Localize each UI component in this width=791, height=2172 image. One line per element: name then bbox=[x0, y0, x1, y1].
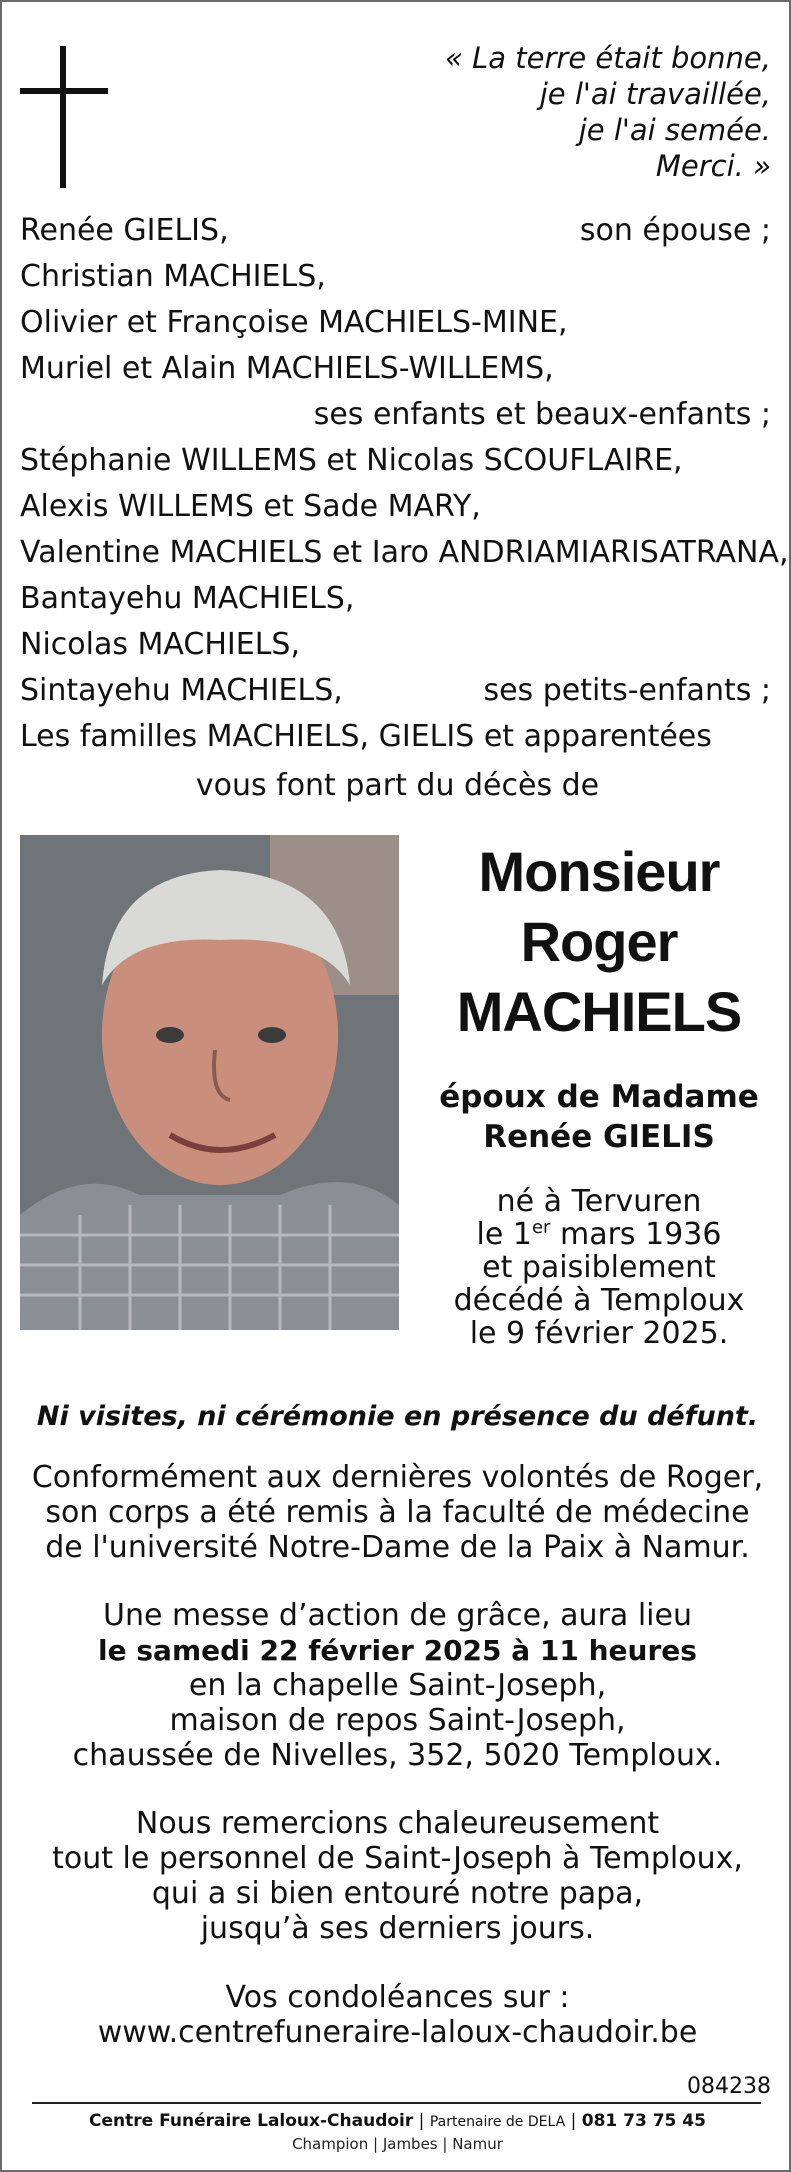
epigraph-quote: « La terre était bonne, je l'ai travaillée, je l'ai semée. Merci. » bbox=[445, 41, 771, 183]
mass-date: le samedi 22 février 2025 à 11 heures bbox=[98, 1634, 697, 1667]
thanks-text: Nous remercions chaleureusement tout le personnel de Saint-Joseph à Temploux, qui a si bien entouré notre papa, jusqu’à ses derniers jours. bbox=[52, 1806, 743, 1946]
deceased-block bbox=[423, 837, 775, 1350]
birth-date: le 1er mars 1936 bbox=[476, 1217, 722, 1252]
family-row: Nicolas MACHIELS, bbox=[20, 627, 300, 662]
partner-label: Partenaire de DELA bbox=[429, 2114, 566, 2130]
family-row: ses enfants et beaux-enfants ; bbox=[313, 397, 771, 432]
portrait-photo bbox=[20, 835, 399, 1330]
family-row: Stéphanie WILLEMS et Nicolas SCOUFLAIRE, bbox=[20, 443, 683, 478]
condolences: Vos condoléances sur : www.centrefuneraire-laloux-chaudoir.be bbox=[2, 1980, 791, 2050]
family-row: Christian MACHIELS, bbox=[20, 259, 326, 294]
family-row: Olivier et Françoise MACHIELS-MINE, bbox=[20, 305, 568, 340]
family-row: Sintayehu MACHIELS, ses petits-enfants ; bbox=[20, 673, 771, 708]
family-row: Alexis WILLEMS et Sade MARY, bbox=[20, 489, 481, 524]
funeral-home-locations: Champion | Jambes | Namur bbox=[292, 2135, 503, 2153]
life-dates: né à Tervuren le 1er mars 1936 et paisiblement décédé à Temploux le 9 février 2025. bbox=[423, 1185, 775, 1350]
portrait-image bbox=[20, 835, 399, 1330]
spouse-info: époux de Madame Renée GIELIS bbox=[439, 1079, 759, 1155]
family-row: Muriel et Alain MACHIELS-WILLEMS, bbox=[20, 351, 554, 386]
family-row: Renée GIELIS, son épouse ; bbox=[20, 213, 771, 248]
body-donation-text: Conformément aux dernières volontés de Roger, son corps a été remis à la faculté de médecine de l'université Notre-Dame de la Paix à Namur. bbox=[31, 1460, 764, 1565]
announcement-intro: vous font part du décès de bbox=[195, 768, 600, 803]
family-row: Valentine MACHIELS et Iaro ANDRIAMIARISATRANA, bbox=[20, 535, 789, 570]
family-list bbox=[20, 208, 789, 760]
footer-divider bbox=[32, 2102, 761, 2104]
funeral-home-footer: Centre Funéraire Laloux-Chaudoir | Partenaire de DELA | 081 73 75 45 Champion | Jambes | Namur bbox=[2, 2110, 791, 2155]
deceased-title: Monsieur bbox=[478, 840, 720, 903]
mass-info: Une messe d’action de grâce, aura lieu le samedi 22 février 2025 à 11 heures en la chapelle Saint-Joseph, maison de repos Saint-Joseph, chaussée de Nivelles, 352, 5020 Temploux. bbox=[2, 1598, 791, 1773]
phone-number: 081 73 75 45 bbox=[581, 2111, 706, 2131]
funeral-home-name: Centre Funéraire Laloux-Chaudoir bbox=[89, 2111, 414, 2131]
no-visits-notice: Ni visites, ni cérémonie en présence du défunt. bbox=[36, 1401, 759, 1432]
family-row: Les familles MACHIELS, GIELIS et apparentées bbox=[20, 719, 712, 754]
reference-number: 084238 bbox=[687, 2074, 771, 2099]
condolences-link[interactable]: www.centrefuneraire-laloux-chaudoir.be bbox=[97, 2015, 698, 2050]
family-row: Bantayehu MACHIELS, bbox=[20, 581, 355, 616]
deceased-first-name: Roger bbox=[520, 910, 678, 973]
deceased-last-name: MACHIELS bbox=[456, 980, 742, 1043]
